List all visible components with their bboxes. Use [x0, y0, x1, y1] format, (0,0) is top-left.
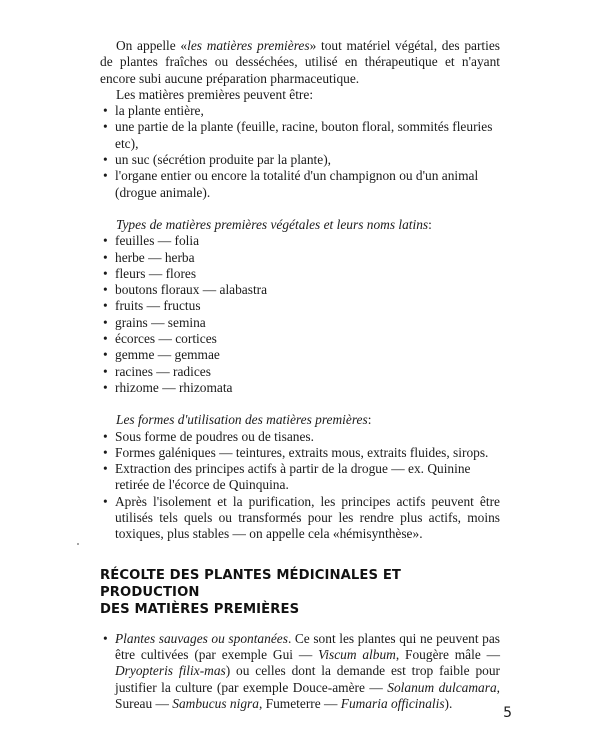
- list-item: • Sous forme de poudres ou de tisanes.: [100, 429, 500, 445]
- page-content: [100, 38, 500, 712]
- intro-paragraph: [100, 38, 500, 87]
- section-heading-line-2: DES MATIÈRES PREMIÈRES: [100, 601, 300, 617]
- scan-speck: [77, 543, 79, 545]
- wild-text-1: . Ce sont les plantes qui ne peuvent pas être cultivées (par exemple Gui —: [115, 630, 500, 662]
- list-item: • fleurs — flores: [100, 266, 500, 282]
- list-item: • herbe — herba: [100, 250, 500, 266]
- list-item: • Extraction des principes actifs à partir de la drogue — ex. Quinine retirée de l'écorce de Quinquina.: [100, 461, 500, 494]
- types-heading-text: Types de matières premières végétales et leurs noms latins: [116, 216, 429, 232]
- harvest-list: [100, 631, 500, 712]
- types-heading: [116, 217, 500, 233]
- list-item: • grains — semina: [100, 315, 500, 331]
- latin-name: Dryopteris filix-mas: [115, 663, 226, 679]
- latin-name: Fumaria officinalis: [340, 695, 445, 711]
- forms-heading-colon: :: [367, 412, 372, 428]
- list-item: • une partie de la plante (feuille, racine, bouton floral, sommités fleuries etc),: [100, 119, 500, 152]
- list-item: • Formes galéniques — teintures, extraits mous, extraits fluides, sirops.: [100, 445, 500, 461]
- list-item: • Après l'isolement et la purification, les principes actifs peuvent être utilisés tels quels ou transformés pour les rendre plus actifs, moins toxiques, plus stables — on appelle cela «hémisynthèse».: [100, 494, 500, 543]
- can-be-lead: Les matières premières peuvent être:: [116, 86, 314, 102]
- types-heading-colon: :: [428, 216, 432, 232]
- list-item: • feuilles — folia: [100, 233, 500, 249]
- list-item: • boutons floraux — alabastra: [100, 282, 500, 298]
- list-item: [100, 631, 500, 712]
- list-item: • racines — radices: [100, 364, 500, 380]
- intro-text-start: On appelle «: [116, 38, 188, 53]
- list-item: • écorces — cortices: [100, 331, 500, 347]
- list-item: • l'organe entier ou encore la totalité d'un champignon ou d'un animal (drogue animale).: [100, 168, 500, 201]
- intro-term: les matières premières: [187, 38, 310, 53]
- section-heading-line-1: RÉCOLTE DES PLANTES MÉDICINALES ET PRODUCTION: [100, 567, 402, 600]
- wild-text-6: ).: [444, 695, 453, 711]
- section-heading: [100, 567, 500, 618]
- page-number: 5: [503, 705, 512, 721]
- list-item: • un suc (sécrétion produite par la plante),: [100, 152, 500, 168]
- forms-list: [100, 429, 500, 543]
- latin-name: Sambucus nigra: [172, 695, 259, 711]
- wild-text-4: , Sureau —: [115, 679, 500, 711]
- forms-heading-text: Les formes d'utilisation des matières premières: [116, 412, 368, 428]
- list-item: • fruits — fructus: [100, 298, 500, 314]
- wild-text-5: , Fumeterre —: [258, 695, 341, 711]
- latin-name: Viscum album: [318, 646, 396, 662]
- forms-heading: [116, 412, 500, 428]
- list-item: • la plante entière,: [100, 103, 500, 119]
- list-item: • rhizome — rhizomata: [100, 380, 500, 396]
- types-list: [100, 233, 500, 396]
- list-item: • gemme — gemmae: [100, 347, 500, 363]
- intro-text-end: » tout matériel végétal, des parties de plantes fraîches ou desséchées, utilisé en thérapeutique et n'ayant encore subi aucune préparation pharmaceutique.: [100, 38, 501, 86]
- can-be-list: [100, 103, 500, 201]
- wild-plants-term: Plantes sauvages ou spontanées: [115, 630, 288, 646]
- latin-name: Solanum dulcamara: [387, 679, 497, 695]
- wild-text-3: ) ou celles dont la demande est trop faible pour justifier la culture (par exemple Douce-amère —: [115, 663, 500, 695]
- wild-text-2: , Fougère mâle —: [395, 646, 501, 662]
